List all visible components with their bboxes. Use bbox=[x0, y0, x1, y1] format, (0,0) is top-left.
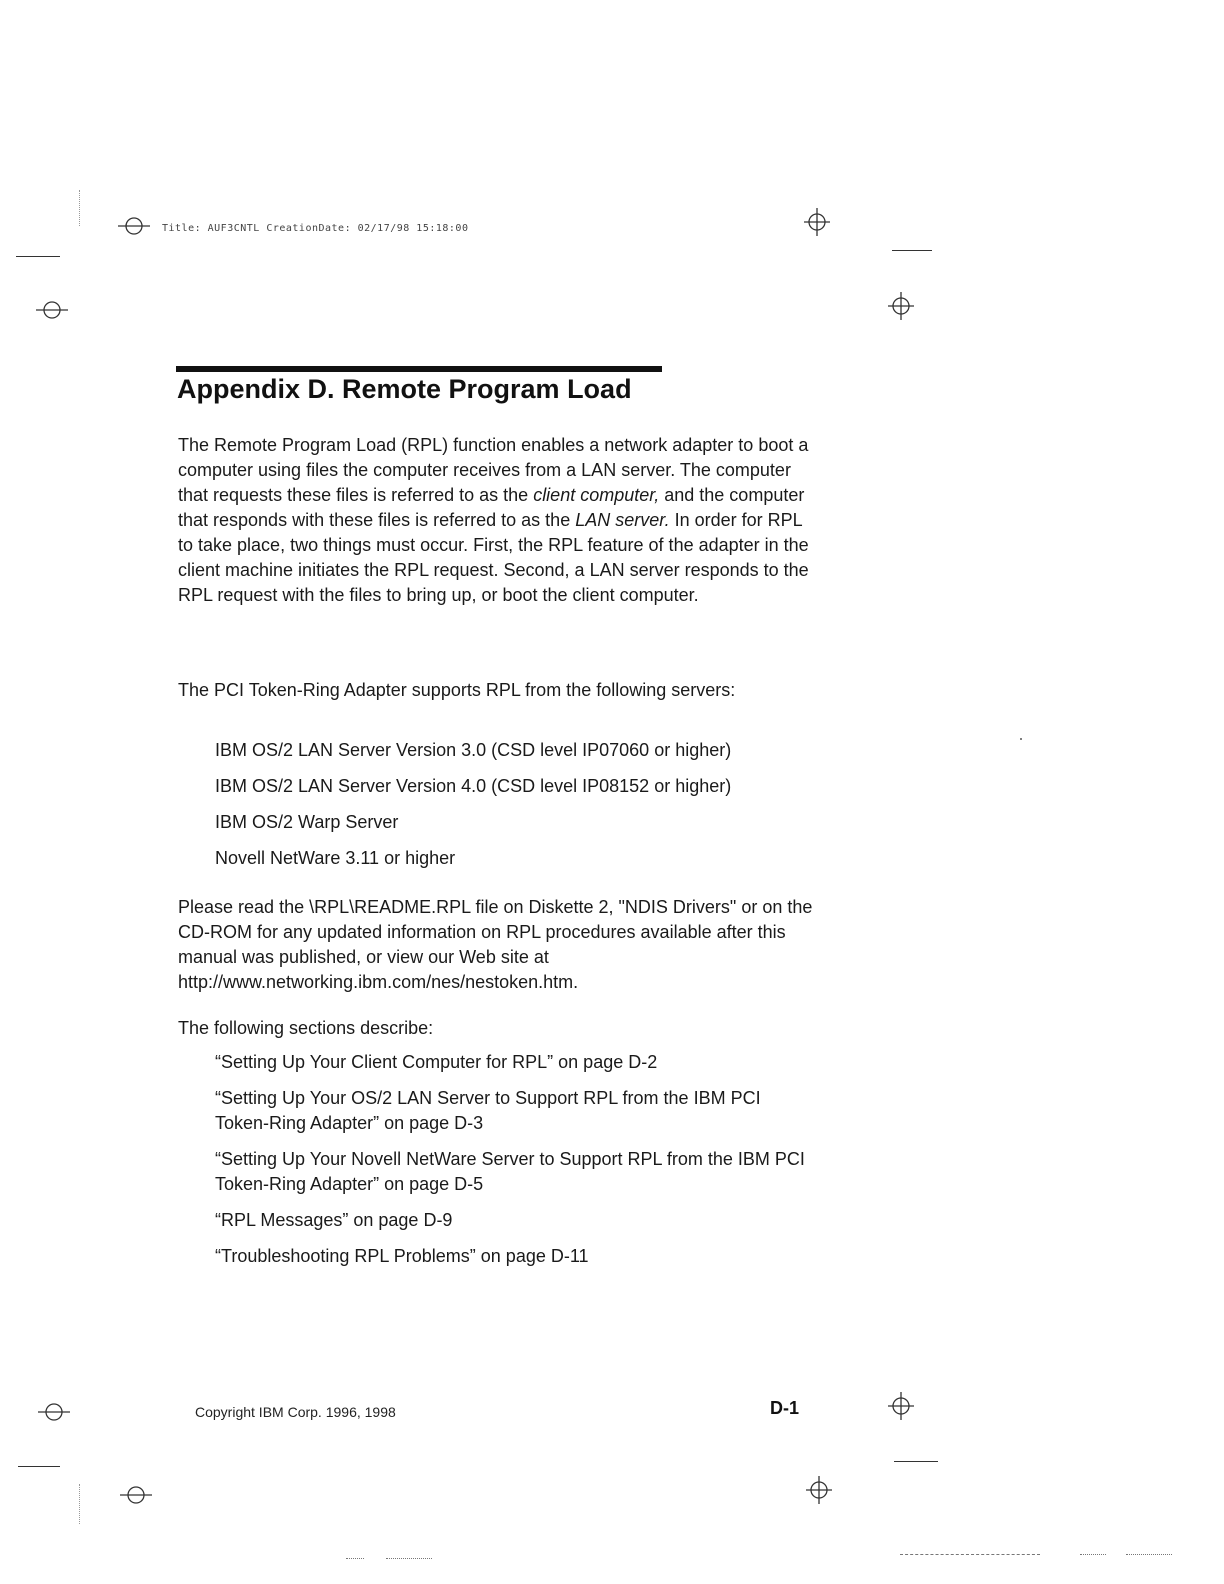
term-client-computer: client computer, bbox=[533, 485, 660, 505]
sections-intro: The following sections describe: bbox=[178, 1018, 434, 1038]
intro-text: In order for RPL to take place, two things must occur. First, the RPL feature of the adapter in the client machine initiates the RPL request. Second, a LAN server responds to the RPL request with the files to bring up, or boot the client computer. bbox=[178, 510, 809, 605]
crosshair-mark-icon bbox=[802, 206, 832, 238]
copyright: Copyright IBM Corp. 1996, 1998 bbox=[195, 1404, 396, 1420]
page-title: Appendix D. Remote Program Load bbox=[177, 374, 632, 404]
trim-line bbox=[894, 1461, 938, 1462]
intro-paragraph bbox=[178, 433, 818, 608]
title-rule bbox=[176, 366, 662, 372]
trim-line bbox=[386, 1558, 432, 1560]
scan-speck bbox=[1020, 738, 1022, 740]
registration-mark-icon bbox=[116, 216, 152, 236]
list-item: Novell NetWare 3.11 or higher bbox=[215, 848, 456, 868]
trim-line bbox=[79, 1484, 81, 1524]
trim-line bbox=[18, 1466, 60, 1467]
trim-line bbox=[346, 1558, 364, 1560]
term-lan-server: LAN server. bbox=[575, 510, 670, 530]
section-link[interactable]: “Setting Up Your Client Computer for RPL” on page D-2 bbox=[215, 1052, 658, 1072]
section-list bbox=[215, 1050, 815, 1280]
registration-mark-icon bbox=[118, 1485, 154, 1505]
trim-line bbox=[1080, 1554, 1106, 1556]
list-item: IBM OS/2 LAN Server Version 3.0 (CSD level IP07060 or higher) bbox=[215, 740, 732, 760]
trim-line bbox=[79, 190, 81, 226]
trim-line bbox=[892, 250, 932, 251]
list-item: IBM OS/2 LAN Server Version 4.0 (CSD level IP08152 or higher) bbox=[215, 776, 732, 796]
trim-line bbox=[16, 256, 60, 257]
support-paragraph: The PCI Token-Ring Adapter supports RPL from the following servers: bbox=[178, 680, 736, 700]
section-link[interactable]: “Troubleshooting RPL Problems” on page D-11 bbox=[215, 1246, 589, 1266]
trim-line bbox=[900, 1554, 1040, 1556]
section-link[interactable]: “Setting Up Your OS/2 LAN Server to Support RPL from the IBM PCI Token-Ring Adapter” on page D-3 bbox=[215, 1088, 761, 1133]
intro-text: and the computer that responds with these files is referred to as the bbox=[178, 485, 805, 530]
creation-date-header: Title: AUF3CNTL CreationDate: 02/17/98 15:18:00 bbox=[162, 223, 469, 234]
registration-mark-icon bbox=[36, 1402, 72, 1422]
server-list bbox=[215, 738, 835, 882]
readme-paragraph: Please read the \RPL\README.RPL file on Diskette 2, "NDIS Drivers" or on the CD-ROM for any updated information on RPL procedures available after this manual was published, or view our Web site at http://www.networking.ibm.com/nes/nestoken.htm. bbox=[178, 897, 813, 992]
crosshair-mark-icon bbox=[804, 1474, 834, 1506]
crosshair-mark-icon bbox=[886, 1390, 916, 1422]
section-link[interactable]: “Setting Up Your Novell NetWare Server to Support RPL from the IBM PCI Token-Ring Adapter” on page D-5 bbox=[215, 1149, 805, 1194]
intro-text: The Remote Program Load (RPL) function enables a network adapter to boot a computer using files the computer receives from a LAN server. The computer that requests these files is referred to as the bbox=[178, 435, 809, 505]
page-number: D-1 bbox=[770, 1398, 800, 1418]
list-item: IBM OS/2 Warp Server bbox=[215, 812, 399, 832]
section-link[interactable]: “RPL Messages” on page D-9 bbox=[215, 1210, 453, 1230]
trim-line bbox=[1126, 1554, 1172, 1556]
registration-mark-icon bbox=[34, 300, 70, 320]
crosshair-mark-icon bbox=[886, 290, 916, 322]
